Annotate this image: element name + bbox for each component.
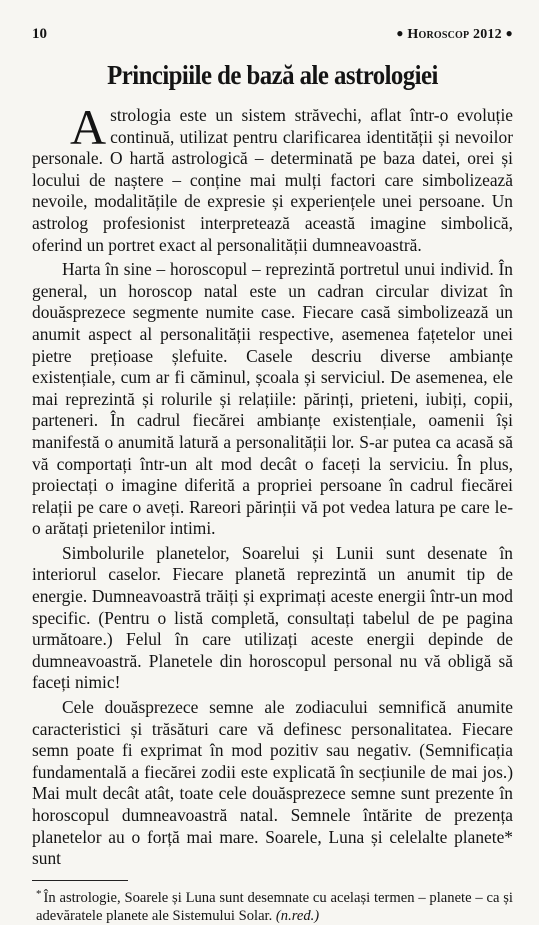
footnote-marker: *	[36, 887, 42, 900]
page-number: 10	[32, 26, 47, 42]
running-head	[396, 26, 513, 43]
bullet-icon: ●	[396, 26, 404, 40]
footnote-text: În astrologie, Soarele și Luna sunt desemnate cu același termen – planete – ca și adevăratele planete ale Sistemului Solar.	[36, 889, 513, 924]
paragraph: Simbolurile planetelor, Soarelui și Lunii sunt desenate în interiorul caselor. Fiecare planetă reprezintă un anumit tip de energie. Dumneavoastră trăiți și exprimați aceste energii într-un mod specific. (Pentru o listă completă, consultați tabelul de pe pagina următoare.) Felul în care utilizați aceste energii depinde de dumneavoastră. Planetele din horoscopul personal nu vă obligă să faceți nimic!	[32, 542, 513, 693]
running-head-title: Horoscop	[407, 27, 470, 42]
bullet-icon: ●	[505, 26, 513, 40]
article-title: Principiile de bază ale astrologiei	[107, 60, 438, 90]
footnote-divider	[32, 880, 128, 881]
paragraph: Harta în sine – horoscopul – reprezintă portretul unui individ. În general, un horoscop natal este un cadran circular divizat în douăsprezece segmente numite case. Fiecare casă simbolizează un anumit aspect al personalității respective, asemenea fațetelor unei pietre prețioase șlefuite. Casele descriu diverse ambianțe existențiale, cum ar fi căminul, școala și serviciul. De asemenea, ele mai reprezintă și rolurile și relațiile: părinți, prieteni, iubiți, copii, parteneri. În cadrul fiecărei ambianțe existențiale, oamenii își manifestă o anumită latură a personalității lor. S-ar putea ca acasă să vă comportați într-un alt mod decât o faceți la serviciu. În plus, proiectați o imagine diferită a propriei persoane în cadrul fiecărei relații pe care o aveți. Rareori părinții vă pot vedea latura pe care le-o arătați prietenilor intimi.	[32, 259, 513, 539]
paragraph: Astrologia este un sistem străvechi, aflat într-o evoluție continuă, utilizat pentru clarificarea identității și nevoilor personale. O hartă astrologică – determinată pe baza datei, orei și locului de naștere – conține mai mulți factori care simbolizează nevoile, modalitățile de expresie și experiențele unei persoane. Un astrolog profesionist interpretează această imagine simbolică, oferind un portret exact al personalității dumneavoastră.	[32, 99, 513, 255]
paragraph: Cele douăsprezece semne ale zodiacului semnifică anumite caracteristici și trăsături care vă definesc personalitatea. Fiecare semn poate fi exprimat în mod pozitiv sau negativ. (Semnificația fundamentală a fiecărei zodii este explicată în secțiunile de mai jos.) Mai mult decât atât, toate cele douăsprezece semne sunt prezente în horoscopul dumneavoastră natal. Semnele întărite de prezența planetelor au o forță mai mare. Soarele, Luna și celelalte planete* sunt	[32, 697, 513, 869]
footnote	[32, 885, 513, 925]
running-head-year: 2012	[473, 27, 502, 42]
drop-cap: A	[70, 99, 107, 155]
article-body	[32, 99, 513, 870]
footnote-credit: (n.red.)	[275, 907, 320, 924]
page-header	[32, 26, 513, 44]
